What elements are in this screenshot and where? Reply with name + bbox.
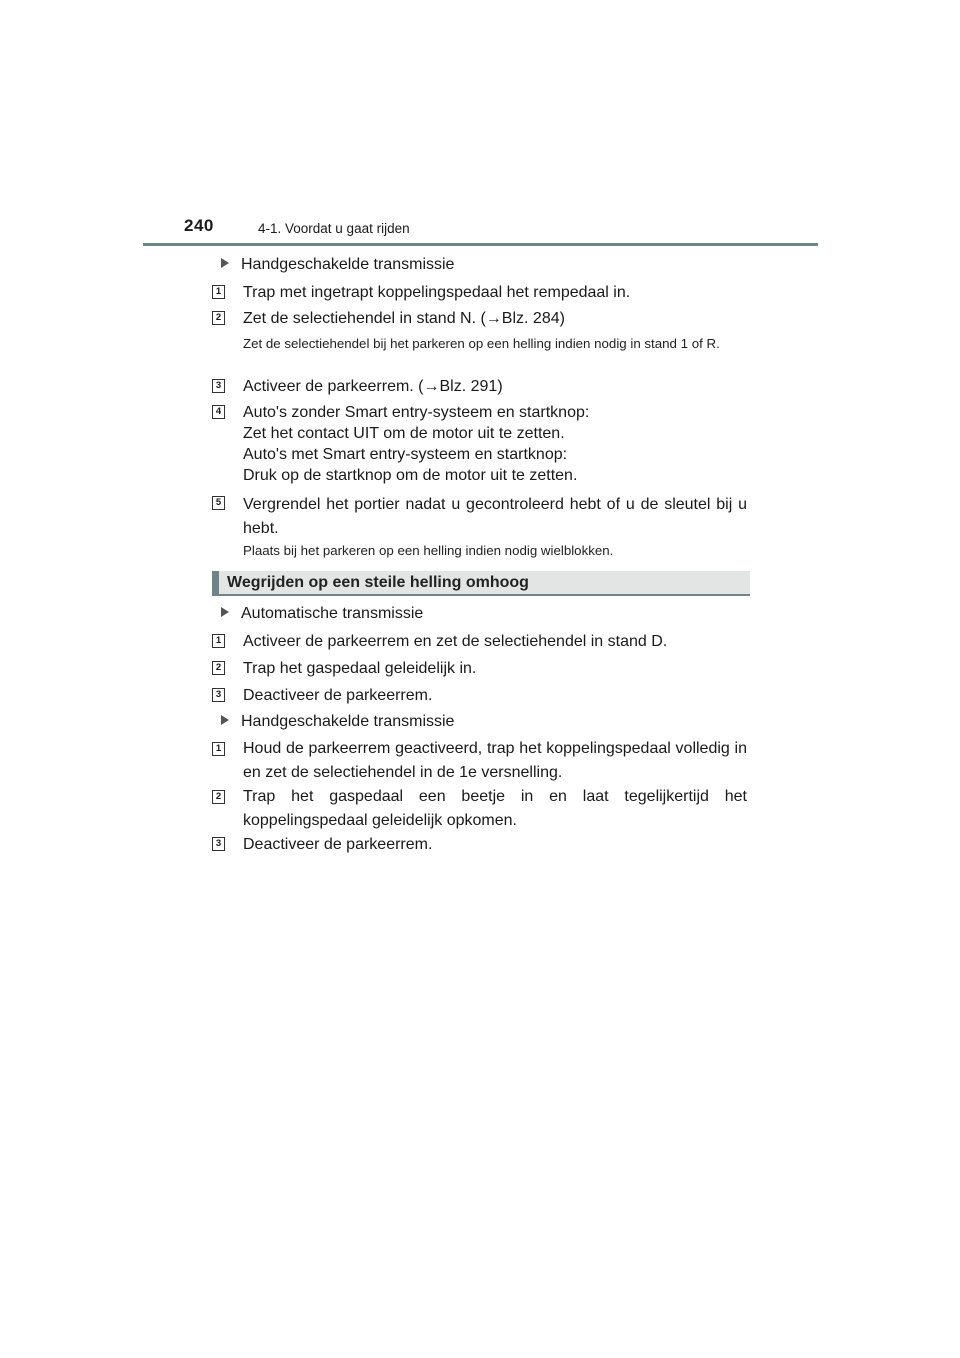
step-number-badge: 5 xyxy=(212,496,225,510)
step-text: Activeer de parkeerrem en zet de selectiehendel in stand D. xyxy=(243,633,668,650)
step-number-badge: 1 xyxy=(212,742,225,756)
step-text: Trap met ingetrapt koppelingspedaal het rempedaal in. xyxy=(243,284,631,301)
triangle-bullet-icon xyxy=(221,715,229,725)
step-item xyxy=(212,493,747,541)
step-item xyxy=(212,376,747,397)
step-item xyxy=(212,658,747,679)
page-number: 240 xyxy=(184,216,214,235)
step-item xyxy=(212,308,747,329)
step-number-badge: 2 xyxy=(212,311,225,325)
step-item xyxy=(212,282,747,303)
step-text: Houd de parkeerrem geactiveerd, trap het koppelingspedaal volledig in en zet de selectiehendel in de 1e versnelling. xyxy=(243,740,747,781)
step-text: Vergrendel het portier nadat u gecontroleerd hebt of u de sleutel bij u hebt. xyxy=(243,496,747,537)
triangle-bullet-icon xyxy=(221,258,229,268)
step-text: Trap het gaspedaal geleidelijk in. xyxy=(243,660,477,677)
step-number-badge: 1 xyxy=(212,285,225,299)
step-number-badge: 3 xyxy=(212,688,225,702)
step-item xyxy=(212,631,747,652)
note-text: Zet de selectiehendel bij het parkeren op een helling indien nodig in stand 1 of R. xyxy=(243,336,720,351)
step-line: Auto's zonder Smart entry-systeem en startknop: xyxy=(243,404,590,421)
step-text-multiline xyxy=(243,402,747,486)
step-line: Zet het contact UIT om de motor uit te zetten. xyxy=(243,425,565,442)
subheading-automatic: Automatische transmissie xyxy=(221,604,423,624)
section-title: Wegrijden op een steile helling omhoog xyxy=(227,574,529,591)
step-number-badge: 1 xyxy=(212,634,225,648)
step-number-badge: 2 xyxy=(212,661,225,675)
step-line: Auto's met Smart entry-systeem en startknop: xyxy=(243,446,568,463)
step-text: Deactiveer de parkeerrem. xyxy=(243,836,433,853)
step-line: Druk op de startknop om de motor uit te zetten. xyxy=(243,467,578,484)
step-text: Deactiveer de parkeerrem. xyxy=(243,687,433,704)
step-number-badge: 3 xyxy=(212,837,225,851)
step-text: Zet de selectiehendel in stand N. (→Blz. 284) xyxy=(243,310,565,327)
step-number-badge: 2 xyxy=(212,790,225,804)
step-item xyxy=(212,737,747,785)
step-number-badge: 4 xyxy=(212,405,225,419)
triangle-bullet-icon xyxy=(221,607,229,617)
note-text: Plaats bij het parkeren op een helling indien nodig wielblokken. xyxy=(243,543,614,558)
step-item xyxy=(212,685,747,706)
header-rule xyxy=(143,243,818,246)
chapter-title: 4-1. Voordat u gaat rijden xyxy=(258,221,410,236)
step-item xyxy=(212,834,747,855)
subheading-manual-parking: Handgeschakelde transmissie xyxy=(221,255,454,275)
step-number-badge: 3 xyxy=(212,379,225,393)
section-header xyxy=(212,571,750,596)
step-text: Trap het gaspedaal een beetje in en laat tegelijkertijd het koppelingspedaal geleidelijk opkomen. xyxy=(243,788,747,829)
step-text: Activeer de parkeerrem. (→Blz. 291) xyxy=(243,378,503,395)
step-item xyxy=(212,402,747,486)
subheading-manual-hill: Handgeschakelde transmissie xyxy=(221,712,454,732)
step-item xyxy=(212,785,747,833)
